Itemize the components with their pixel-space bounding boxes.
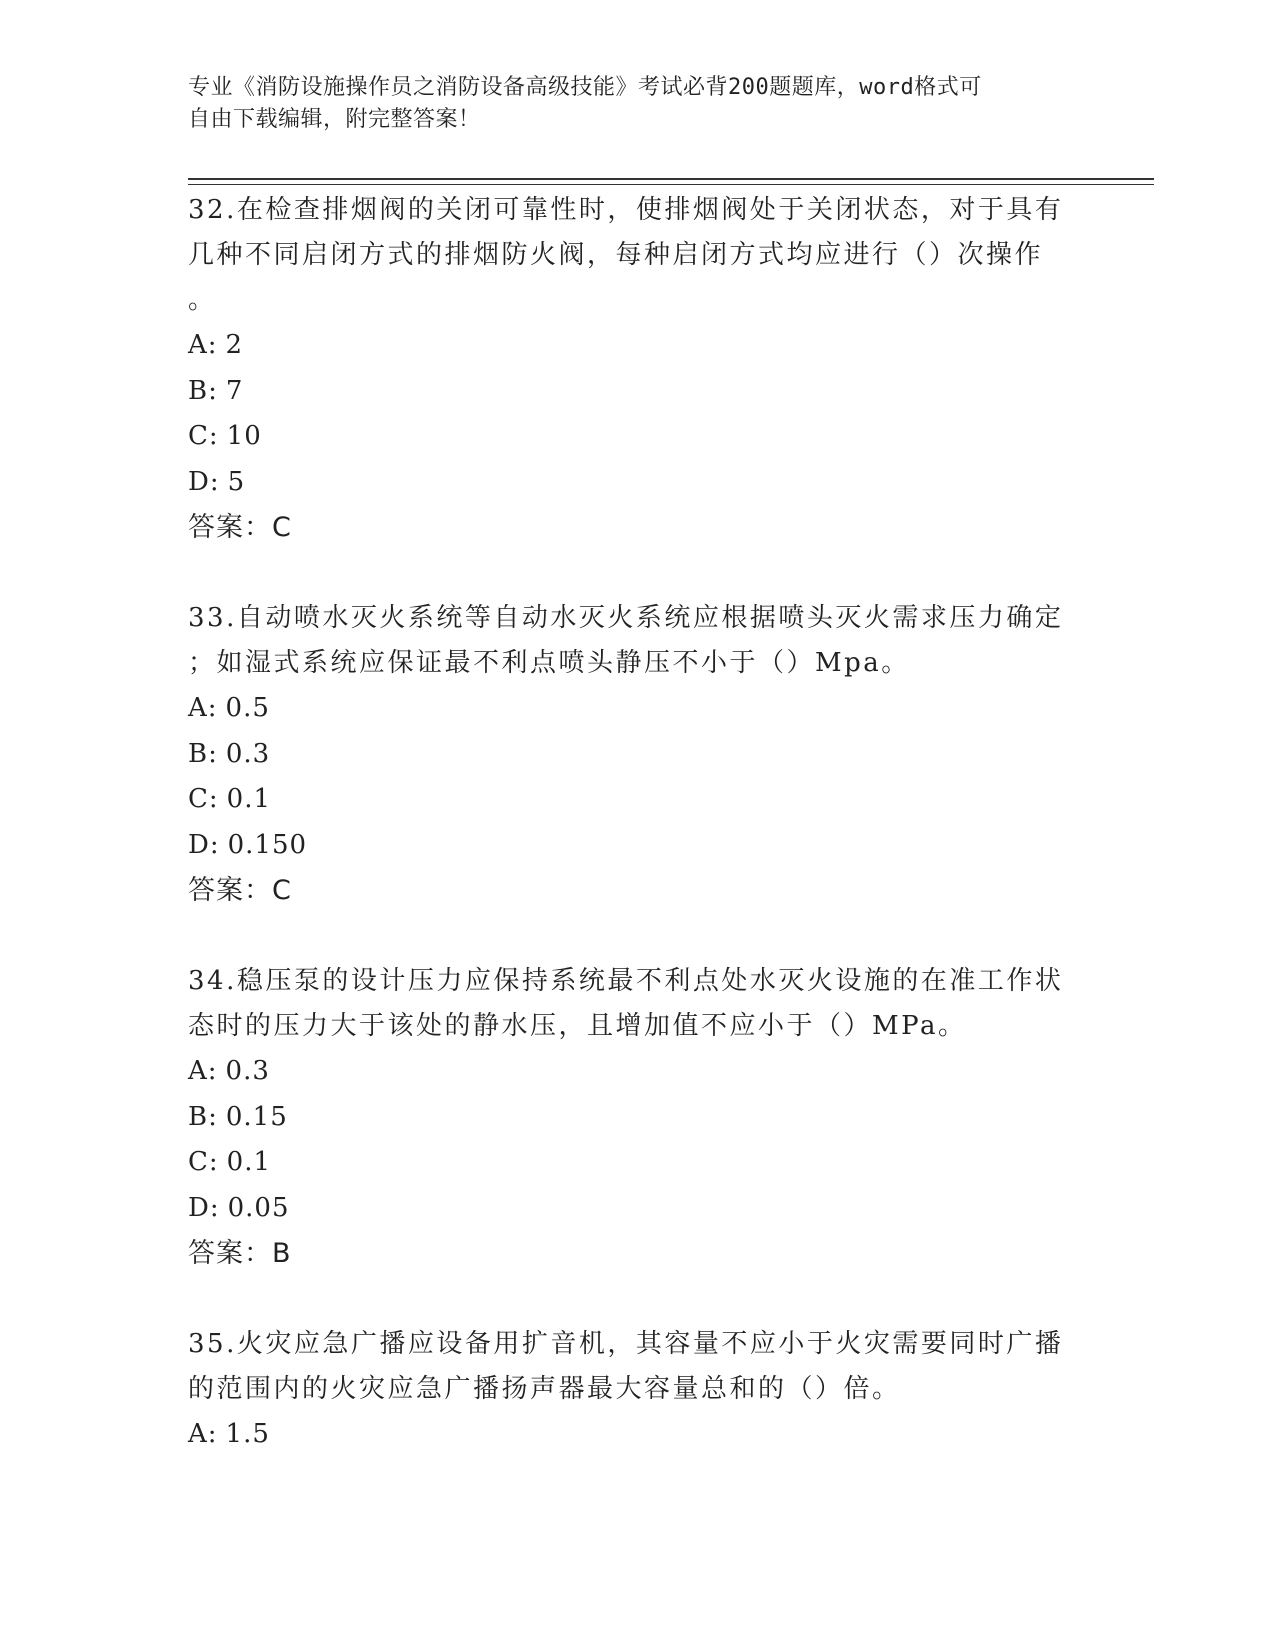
question-spacer bbox=[188, 913, 1088, 959]
question-stem-line: 33.自动喷水灭火系统等自动水灭火系统应根据喷头灭火需求压力确定 bbox=[188, 603, 1064, 633]
question-stem-line: 几种不同启闭方式的排烟防火阀，每种启闭方式均应进行（）次操作 bbox=[188, 240, 1044, 270]
question-stem-line: ；如湿式系统应保证最不利点喷头静压不小于（）Mpa。 bbox=[188, 648, 910, 678]
question-34 bbox=[188, 959, 1088, 1276]
option-a: A: 1.5 bbox=[188, 1419, 270, 1449]
question-33 bbox=[188, 596, 1088, 913]
option-text: 5 bbox=[227, 466, 246, 497]
question-stem-line: 32.在检查排烟阀的关闭可靠性时，使排烟阀处于关闭状态，对于具有 bbox=[188, 195, 1064, 225]
question-stem-line: 。 bbox=[188, 285, 217, 315]
option-text: 1.5 bbox=[225, 1419, 270, 1449]
answer-line: 答案：C bbox=[188, 512, 292, 543]
document-header bbox=[188, 72, 1068, 136]
option-b: B: 0.15 bbox=[188, 1101, 288, 1132]
option-c: C: 0.1 bbox=[188, 784, 272, 814]
question-list bbox=[188, 188, 1088, 1458]
question-35 bbox=[188, 1322, 1088, 1458]
option-text: 0.150 bbox=[227, 829, 308, 860]
header-title-line-1: 专业《消防设施操作员之消防设备高级技能》考试必背200题题库，word格式可 bbox=[188, 75, 982, 100]
option-c: C: 0.1 bbox=[188, 1147, 272, 1177]
question-stem-line: 的范围内的火灾应急广播扬声器最大容量总和的（）倍。 bbox=[188, 1374, 901, 1404]
option-a: A: 0.3 bbox=[188, 1056, 270, 1086]
option-text: 2 bbox=[225, 330, 244, 360]
option-d: D: 0.05 bbox=[188, 1192, 290, 1223]
option-text: 0.3 bbox=[225, 738, 271, 769]
option-d: D: 5 bbox=[188, 466, 246, 497]
option-text: 7 bbox=[225, 375, 244, 406]
question-stem-line: 态时的压力大于该处的静水压，且增加值不应小于（）MPa。 bbox=[188, 1011, 967, 1041]
option-text: 0.05 bbox=[227, 1192, 290, 1223]
option-a: A: 2 bbox=[188, 330, 244, 360]
option-text: 0.3 bbox=[225, 1056, 270, 1086]
option-b: B: 7 bbox=[188, 375, 244, 406]
question-32 bbox=[188, 188, 1088, 550]
header-title-line-2: 自由下载编辑，附完整答案！ bbox=[188, 107, 481, 132]
option-b: B: 0.3 bbox=[188, 738, 271, 769]
header-divider-thin bbox=[188, 184, 1154, 185]
answer-line: 答案：B bbox=[188, 1238, 292, 1269]
question-spacer bbox=[188, 1276, 1088, 1322]
header-divider-thick bbox=[188, 178, 1154, 180]
answer-line: 答案：C bbox=[188, 875, 292, 906]
option-d: D: 0.150 bbox=[188, 829, 308, 860]
question-spacer bbox=[188, 550, 1088, 596]
option-text: 0.15 bbox=[225, 1101, 288, 1132]
option-text: 0.1 bbox=[226, 784, 272, 814]
question-stem-line: 35.火灾应急广播应设备用扩音机，其容量不应小于火灾需要同时广播 bbox=[188, 1329, 1064, 1359]
option-c: C: 10 bbox=[188, 421, 262, 451]
option-text: 0.1 bbox=[226, 1147, 272, 1177]
option-text: 0.5 bbox=[225, 693, 270, 723]
option-a: A: 0.5 bbox=[188, 693, 270, 723]
question-stem-line: 34.稳压泵的设计压力应保持系统最不利点处水灭火设施的在准工作状 bbox=[188, 966, 1064, 996]
option-text: 10 bbox=[226, 421, 262, 451]
